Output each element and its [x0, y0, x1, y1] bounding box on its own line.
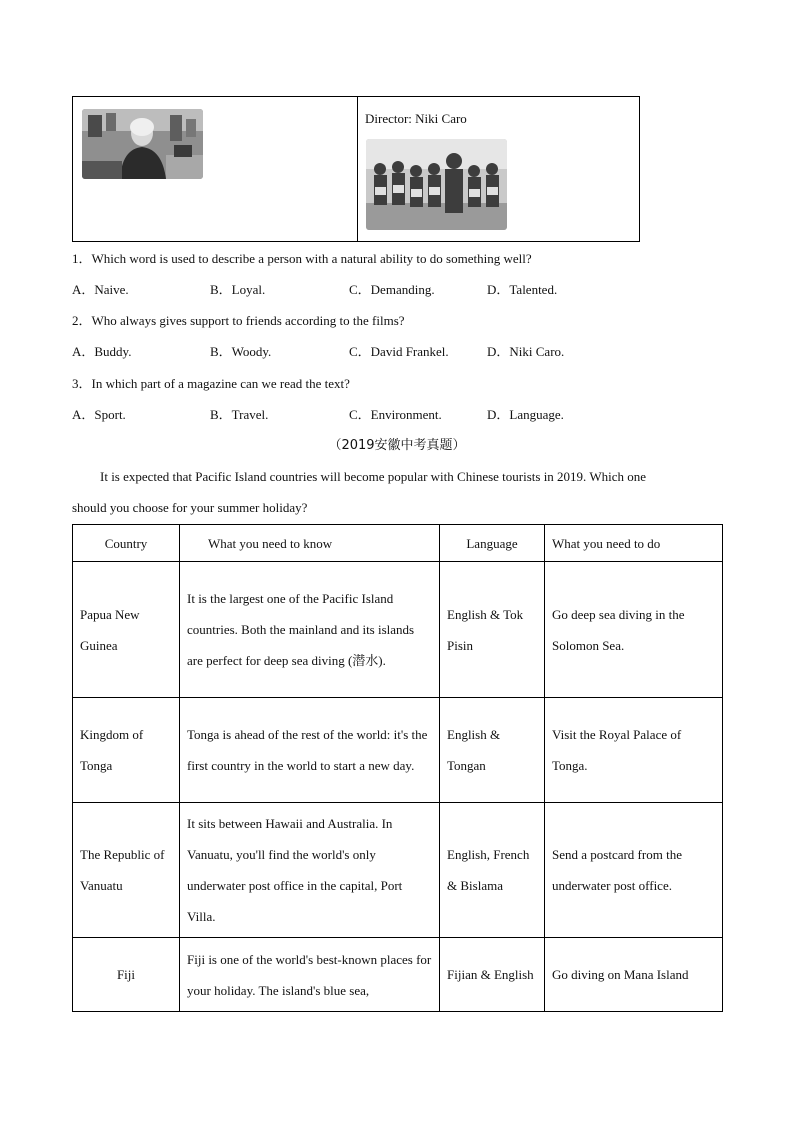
woman-at-desk-photo — [82, 109, 203, 179]
question-3 — [72, 374, 350, 394]
q2-option-b: B．Woody. — [210, 344, 272, 359]
film-table-divider — [357, 97, 358, 241]
film-photo-right — [366, 139, 507, 230]
question-2 — [72, 311, 405, 331]
q3-option-b: B．Travel. — [210, 407, 269, 422]
question-text: Which word is used to describe a person with a natural ability to do something well? — [91, 251, 532, 266]
table-row — [73, 803, 723, 938]
cell-country: The Republic of Vanuatu — [73, 803, 180, 938]
film-table — [72, 96, 640, 242]
intro-line-2: should you choose for your summer holiday? — [72, 500, 308, 515]
q1-option-c: C．Demanding. — [349, 282, 435, 297]
q1-option-a: A．Naive. — [72, 282, 129, 297]
team-group-photo — [366, 139, 507, 230]
cell-do: Go deep sea diving in the Solomon Sea. — [545, 562, 723, 698]
table-row — [73, 698, 723, 803]
section-title: （2019安徽中考真题） — [328, 438, 466, 453]
q1-option-d: D．Talented. — [487, 282, 558, 297]
q2-option-c: C．David Frankel. — [349, 344, 449, 359]
question-text: In which part of a magazine can we read the text? — [91, 376, 350, 391]
cell-know: It is the largest one of the Pacific Island countries. Both the mainland and its islands are perfect for deep sea diving (潜水). — [180, 562, 440, 698]
cell-language: English, French & Bislama — [440, 803, 545, 938]
header-what-to-do: What you need to do — [545, 525, 723, 562]
q1-option-b: B．Loyal. — [210, 282, 266, 297]
film-photo-left — [82, 109, 203, 179]
cell-know: Tonga is ahead of the rest of the world: it's the first country in the world to start a new day. — [180, 698, 440, 803]
question-text: Who always gives support to friends according to the films? — [91, 313, 405, 328]
q3-option-a: A．Sport. — [72, 407, 126, 422]
cell-country: Papua New Guinea — [73, 562, 180, 698]
question-number: 2． — [72, 313, 92, 328]
cell-do: Send a postcard from the underwater post office. — [545, 803, 723, 938]
header-language: Language — [440, 525, 545, 562]
cell-country: Fiji — [73, 938, 180, 1012]
table-header-row — [73, 525, 723, 562]
header-what-to-know: What you need to know — [180, 525, 440, 562]
table-row — [73, 562, 723, 698]
cell-language: English & Tongan — [440, 698, 545, 803]
table-row — [73, 938, 723, 1012]
cell-language: English & Tok Pisin — [440, 562, 545, 698]
cell-know: It sits between Hawaii and Australia. In Vanuatu, you'll find the world's only underwater post office in the capital, Port Villa. — [180, 803, 440, 938]
q2-option-a: A．Buddy. — [72, 344, 132, 359]
question-number: 1． — [72, 251, 92, 266]
cell-country: Kingdom of Tonga — [73, 698, 180, 803]
q3-option-c: C．Environment. — [349, 407, 442, 422]
cell-do: Visit the Royal Palace of Tonga. — [545, 698, 723, 803]
q2-option-d: D．Niki Caro. — [487, 344, 565, 359]
cell-know: Fiji is one of the world's best-known places for your holiday. The island's blue sea, — [180, 938, 440, 1012]
pacific-islands-table — [72, 524, 723, 1012]
q3-option-d: D．Language. — [487, 407, 564, 422]
film-director-caption: Director: Niki Caro — [365, 111, 467, 126]
cell-do: Go diving on Mana Island — [545, 938, 723, 1012]
intro-line-1: It is expected that Pacific Island countries will become popular with Chinese tourists in 2019. Which one — [100, 469, 646, 484]
question-1 — [72, 249, 532, 269]
cell-language: Fijian & English — [440, 938, 545, 1012]
question-number: 3． — [72, 376, 92, 391]
header-country: Country — [73, 525, 180, 562]
